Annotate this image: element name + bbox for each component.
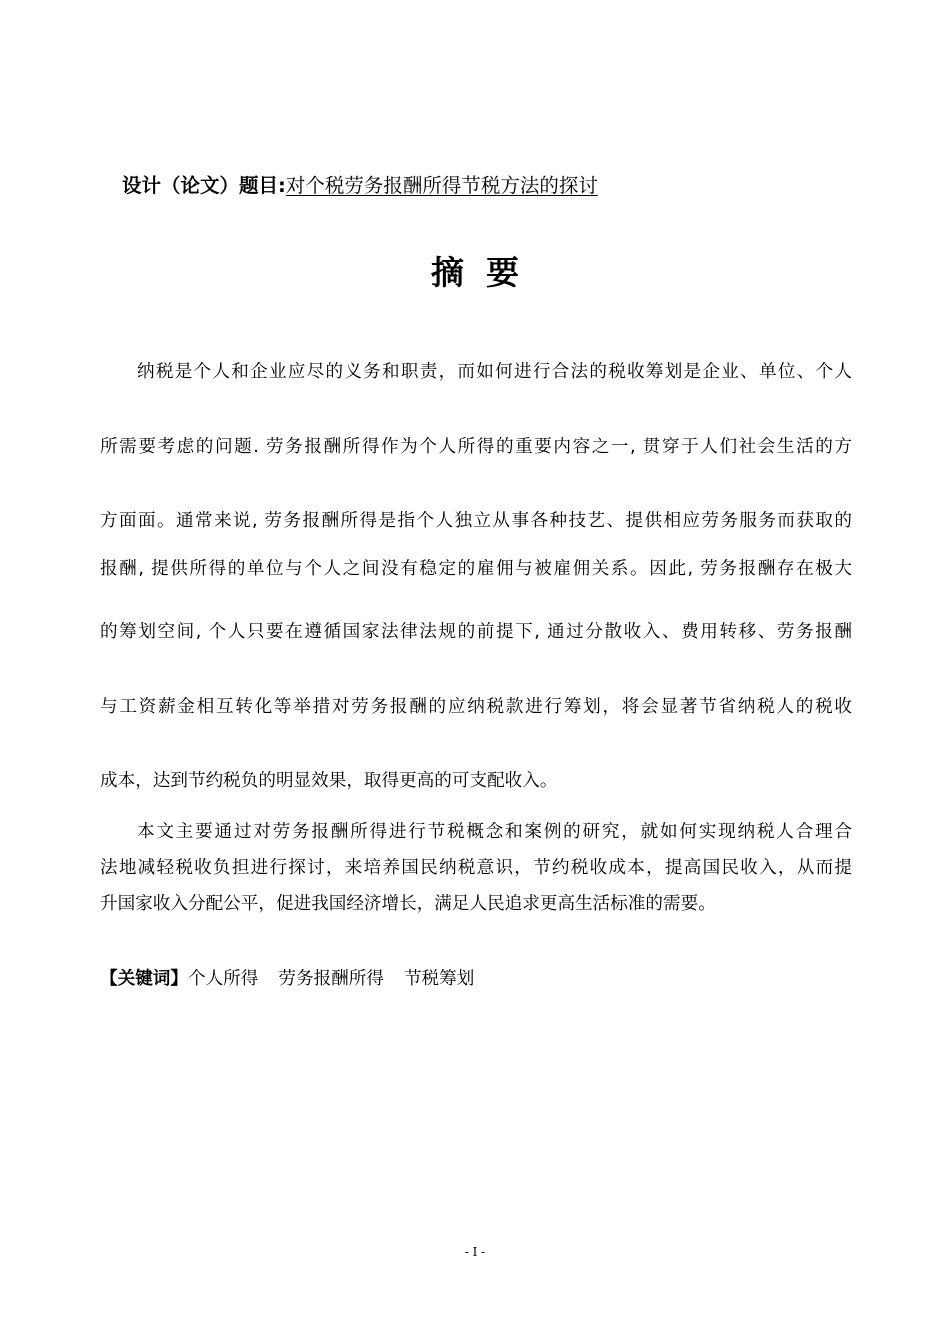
abstract-p1-line-2: 所需要考虑的问题. 劳务报酬所得作为个人所得的重要内容之一, 贯穿于人们社会生活的方 — [100, 437, 852, 457]
keywords — [100, 966, 494, 992]
thesis-title — [122, 172, 598, 200]
abstract-p1-line-3: 方面面。通常来说, 劳务报酬所得是指个人独立从事各种技艺、提供相应劳务服务而获取的 — [100, 511, 852, 531]
thesis-title-label: 设计（论文）题目 — [122, 174, 279, 197]
keyword-item: 节税筹划 — [403, 969, 475, 989]
keyword-item: 个人所得 — [187, 969, 259, 989]
abstract-p2-line-3: 升国家收入分配公平，促进我国经济增长，满足人民追求更高生活标准的需要。 — [100, 894, 716, 914]
abstract-p1-line-5: 的筹划空间, 个人只要在遵循国家法律法规的前提下, 通过分散收入、费用转移、劳务报酬 — [100, 622, 852, 642]
abstract-p1-line-7: 成本，达到节约税负的明显效果，取得更高的可支配收入。 — [100, 771, 558, 791]
thesis-title-value: 对个税劳务报酬所得节税方法的探讨 — [285, 174, 598, 197]
abstract-p2-line-1: 本文主要通过对劳务报酬所得进行节税概念和案例的研究，就如何实现纳税人合理合 — [137, 822, 852, 842]
abstract-p1-line-1: 纳税是个人和企业应尽的义务和职责，而如何进行合法的税收筹划是企业、单位、个人 — [137, 362, 852, 382]
abstract-p1-line-6: 与工资薪金相互转化等举措对劳务报酬的应纳税款进行筹划，将会显著节省纳税人的税收 — [100, 697, 852, 717]
abstract-heading: 摘要 — [431, 253, 541, 292]
abstract-p1-line-4: 报酬, 提供所得的单位与个人之间没有稳定的雇佣与被雇佣关系。因此, 劳务报酬存在极大 — [100, 559, 852, 579]
keyword-item: 劳务报酬所得 — [278, 969, 384, 989]
page-number: - I - — [464, 1245, 486, 1259]
keywords-label: 【关键词】 — [100, 969, 188, 989]
thesis-title-separator: : — [278, 174, 286, 197]
abstract-p2-line-2: 法地减轻税收负担进行探讨，来培养国民纳税意识，节约税收成本，提高国民收入，从而提 — [100, 858, 852, 878]
